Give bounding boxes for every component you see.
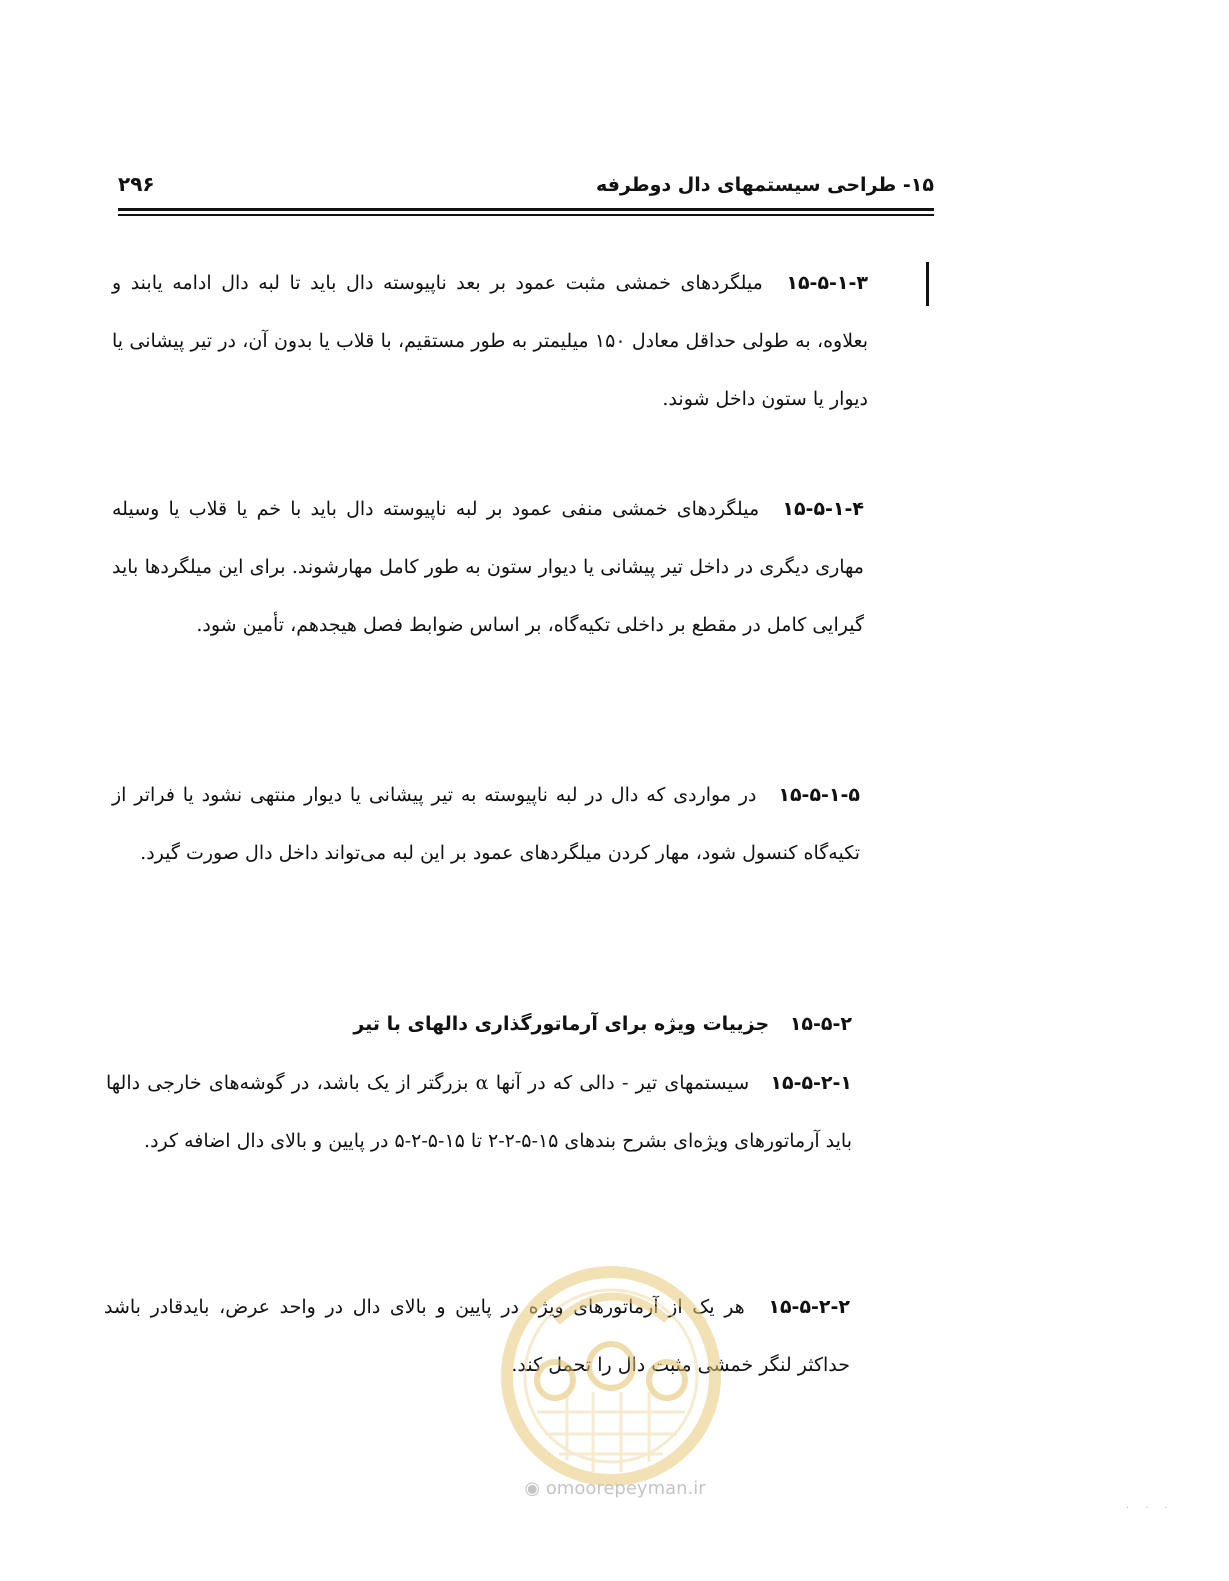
watermark-emblems	[537, 1344, 685, 1398]
watermark-url-text: omoorepeyman.ir	[545, 1478, 706, 1499]
clause-text: در مواردی که دال در لبه ناپیوسته به تیر پیشانی یا دیوار منتهی نشود یا فراتر از تکیه‌گاه کنسول شود، مهار کردن میلگردهای عمود بر این لبه می‌تواند داخل دال صورت گیرد.	[112, 784, 860, 864]
watermark-url	[470, 1478, 760, 1499]
clause-number: ۱۵-۵-۲-۱	[770, 1072, 853, 1094]
watermark-logo	[497, 1262, 725, 1490]
clause-text: میلگردهای خمشی مثبت عمود بر بعد ناپیوسته دال باید تا لبه دال ادامه یابند و بعلاوه، به طولی حداقل معادل ۱۵۰ میلیمتر به طور مستقیم، با قلاب یا بدون آن، در تیر پیشانی یا دیوار یا ستون داخل شوند.	[112, 272, 868, 410]
header-rule-thin	[118, 214, 934, 216]
clause-text: سیستمهای تیر - دالی که در آنها α بزرگتر از یک باشد، در گوشه‌های خارجی دالها باید آرماتورهای ویژه‌ای بشرح بندهای ۱۵-۵-۲-۲ تا ۱۵-۵-۲-۵ در پایین و بالای دال اضافه کرد.	[106, 1072, 852, 1152]
clause-15-5-2-1	[106, 1054, 852, 1170]
chapter-title: ۱۵- طراحی سیستمهای دال دوطرفه	[595, 174, 934, 196]
globe-icon: ◉	[524, 1478, 541, 1499]
section-heading	[353, 1004, 852, 1044]
clause-number: ۱۵-۵-۱-۳	[786, 272, 868, 294]
clause-number: ۱۵-۵-۱-۵	[778, 784, 860, 806]
revision-change-bar	[926, 262, 929, 306]
clause-15-5-1-4	[112, 480, 864, 654]
clause-15-5-1-5	[112, 766, 860, 882]
clause-15-5-1-3	[112, 254, 868, 428]
clause-text: هر یک از آرماتورهای ویژه در پایین و بالای دال در واحد عرض، بایدقادر باشد حداکثر لنگر خمشی مثبت دال را تحمل کند.	[104, 1296, 850, 1376]
page-header	[118, 168, 934, 202]
clause-number: ۱۵-۵-۱-۴	[782, 498, 864, 520]
clause-text: میلگردهای خمشی منفی عمود بر لبه ناپیوسته دال باید با خم یا قلاب یا وسیله مهاری دیگری در داخل تیر پیشانی یا دیوار ستون به طور کامل مهارشوند. برای این میلگردها باید گیرایی کامل در مقطع بر داخلی تکیه‌گاه، بر اساس ضوابط فصل هیجدهم، تأمین شود.	[112, 498, 864, 636]
clause-number: ۱۵-۵-۲-۲	[768, 1296, 850, 1318]
page-number: ۲۹۶	[118, 172, 155, 196]
header-rule-thick	[118, 208, 934, 211]
clause-15-5-2-2	[104, 1278, 850, 1394]
section-number: ۱۵-۵-۲	[789, 1013, 852, 1035]
scan-artifact-dots: ...	[1126, 1500, 1184, 1511]
section-title: جزییات ویژه برای آرماتورگذاری دالهای با تیر	[353, 1013, 770, 1035]
